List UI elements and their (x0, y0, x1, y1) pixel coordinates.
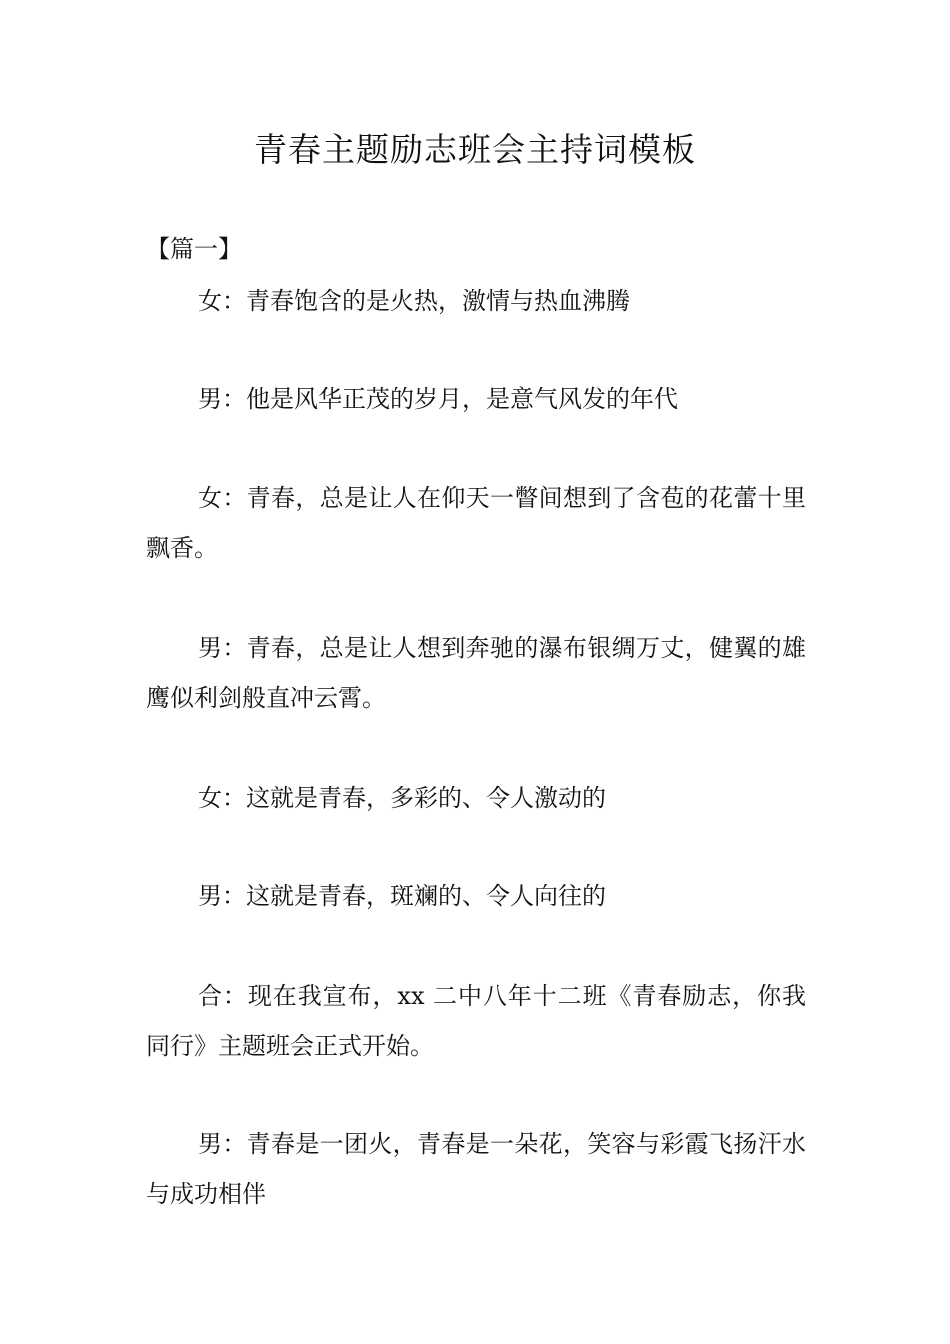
dialogue-paragraph: 女：青春饱含的是火热，激情与热血沸腾 (198, 287, 630, 315)
dialogue-paragraph: 女：这就是青春，多彩的、令人激动的 (198, 784, 606, 812)
section-label: 【篇一】 (146, 235, 242, 263)
dialogue-paragraph: 男：青春是一团火，青春是一朵花，笑容与彩霞飞扬汗水与成功相伴 (146, 1130, 806, 1208)
dialogue-paragraph: 女：青春，总是让人在仰天一瞥间想到了含苞的花蕾十里飘香。 (146, 484, 806, 562)
dialogue-paragraph: 男：他是风华正茂的岁月，是意气风发的年代 (198, 385, 678, 413)
dialogue-paragraph: 男：青春，总是让人想到奔驰的瀑布银绸万丈，健翼的雄鹰似利剑般直冲云霄。 (146, 634, 806, 712)
dialogue-paragraph: 合：现在我宣布，xx 二中八年十二班《青春励志，你我同行》主题班会正式开始。 (146, 982, 806, 1060)
dialogue-paragraph: 男：这就是青春，斑斓的、令人向往的 (198, 882, 606, 910)
document-title: 青春主题励志班会主持词模板 (254, 130, 696, 169)
